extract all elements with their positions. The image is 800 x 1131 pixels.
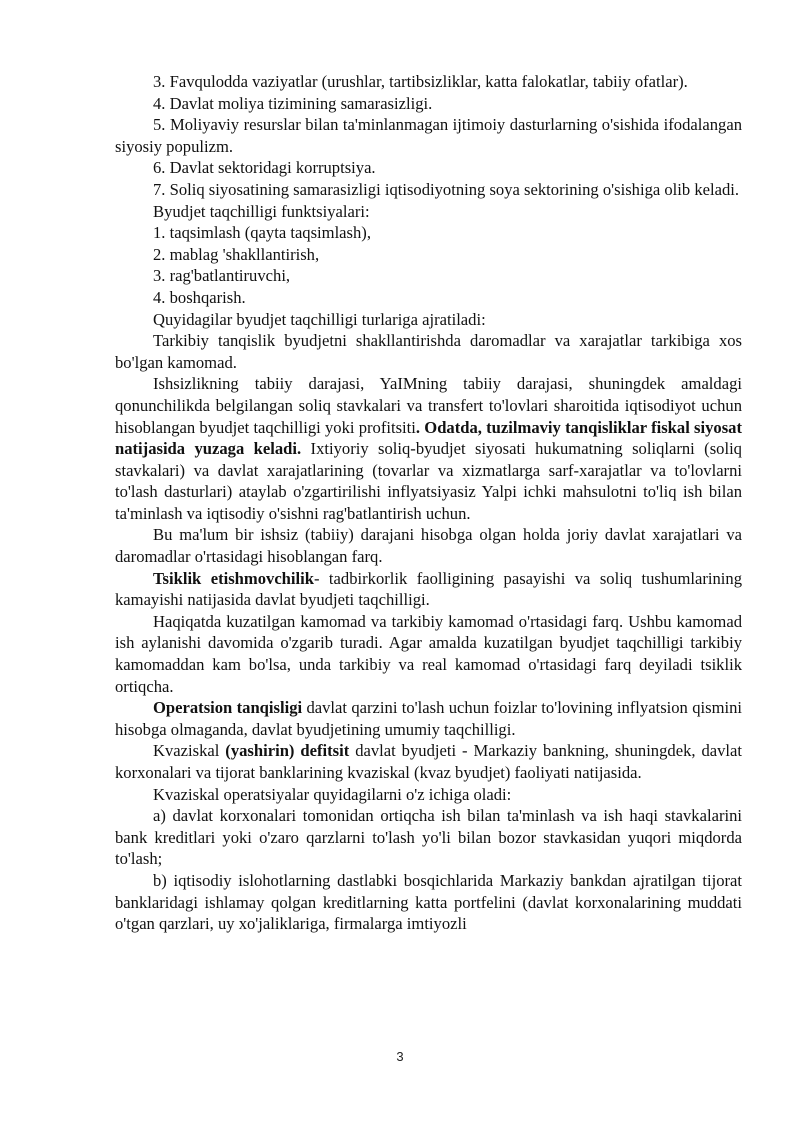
text-run: Bu ma'lum bir ishsiz (tabiiy) darajani hisobga olgan holda joriy davlat xarajatlari va daromadlar o'rtasidagi hisoblangan farq.: [115, 525, 742, 567]
text-run: Ixtiyoriy soliq-byudjet siyosati hukumatning soliqlarni (soliq stavkalari) va davlat xarajatlarining (tovarlar va xizmatlarga sarf-xarajatlar va to'lovlarni to'lash dasturlari) ataylab o'zgartirilishi inflyatsiyasiz Yalpi ichki mahsulotni to'liq ish bilan ta'minlash va iqtisodiy o'sishni rag'batlantirish uchun.: [115, 439, 742, 523]
text-run: 6. Davlat sektoridagi korruptsiya.: [153, 158, 376, 178]
paragraph: [115, 201, 742, 223]
paragraph: [115, 71, 742, 93]
text-run: davlat qarzini to'lash uchun foizlar to'lovining inflyatsion qismini hisobga olmaganda, davlat byudjetining umumiy taqchilligi.: [115, 698, 742, 739]
text-run: 5. Moliyaviy resurslar bilan ta'minlanmagan ijtimoiy dasturlarning o'sishida ifodalangan siyosiy populizm.: [115, 115, 742, 156]
paragraph: [115, 524, 742, 567]
text-run: 3. Favqulodda vaziyatlar (urushlar, tartibsizliklar, katta falokatlar, tabiiy ofatlar).: [153, 72, 688, 91]
bold-text: Operatsion tanqisligi: [153, 698, 303, 718]
text-run: Ishsizlikning tabiiy darajasi, YaIMning tabiiy darajasi, shuningdek amaldagi qonunchilikda belgilangan soliq stavkalari va transfert to'lovlari sharoitida iqtisodiyot uchun hisoblangan byudjet taqchilligi yoki profitsiti: [115, 374, 742, 437]
text-run: Kvaziskal operatsiyalar quyidagilarni o'z ichiga oladi:: [153, 784, 512, 804]
text-run: a) davlat korxonalari tomonidan ortiqcha ish bilan ta'minlash va ish haqi stavkalarini bank kreditlari yoki o'zaro qarzlarni to'lash yo'li bilan bozor stavkasidan yuqori miqdorda to'lash;: [115, 806, 742, 869]
text-run: 4. Davlat moliya tizimining samarasizligi.: [153, 93, 433, 113]
paragraph: [115, 93, 742, 115]
paragraph: [115, 373, 742, 524]
paragraph: [115, 697, 742, 740]
paragraph: [115, 330, 742, 373]
text-run: Byudjet taqchilligi funktsiyalari:: [153, 201, 370, 221]
paragraph: [115, 244, 742, 266]
bold-text: Tsiklik etishmovchilik: [153, 568, 314, 588]
paragraph: [115, 179, 742, 201]
paragraph: [115, 611, 742, 697]
paragraph: [115, 287, 742, 309]
text-run: Tarkibiy tanqislik byudjetni shakllantirishda daromadlar va xarajatlar tarkibiga xos bo'lgan kamomad.: [115, 331, 742, 372]
text-run: Haqiqatda kuzatilgan kamomad va tarkibiy kamomad o'rtasidagi farq. Ushbu kamomad ish aylanishi davomida o'zgarib turadi. Agar amalda kuzatilgan byudjet taqchilligi tarkibiy kamomaddan kam bo'lsa, unda tarkibiy va real kamomad o'rtasidagi farq deyiladi tsiklik ortiqcha.: [115, 611, 742, 696]
paragraph: [115, 157, 742, 179]
paragraph: [115, 784, 742, 806]
paragraph: [115, 114, 742, 157]
document-body: [115, 71, 742, 935]
text-run: 2. mablag 'shakllantirish,: [153, 244, 320, 264]
paragraph: [115, 870, 742, 935]
paragraph: [115, 222, 742, 244]
bold-text: (yashirin) defitsit: [225, 741, 350, 761]
paragraph: [115, 309, 742, 331]
text-run: 7. Soliq siyosatining samarasizligi iqtisodiyotning soya sektorining o'sishiga olib keladi.: [153, 179, 740, 199]
paragraph: [115, 265, 742, 287]
paragraph: [115, 568, 742, 611]
text-run: b) iqtisodiy islohotlarning dastlabki bosqichlarida Markaziy bankdan ajratilgan tijorat banklaridagi ishlamay qolgan kreditlarning katta portfelini (davlat korxonalarining muddati o'tgan qarzlari, uy xo'jaliklariga, firmalarga imtiyozli: [115, 870, 742, 934]
text-run: Kvaziskal: [153, 741, 226, 761]
page-number: 3: [396, 1049, 404, 1064]
text-run: davlat byudjeti - Markaziy bankning, shuningdek, davlat korxonalari va tijorat banklarining kvaziskal (kvaz byudjet) faoliyati natijasida.: [115, 741, 742, 782]
text-run: 1. taqsimlash (qayta taqsimlash),: [153, 223, 371, 243]
text-run: 4. boshqarish.: [153, 287, 246, 307]
text-run: 3. rag'batlantiruvchi,: [153, 266, 291, 286]
paragraph: [115, 740, 742, 783]
paragraph: [115, 805, 742, 870]
text-run: - tadbirkorlik faolligining pasayishi va soliq tushumlarining kamayishi natijasida davlat byudjeti taqchilligi.: [115, 568, 742, 610]
text-run: Quyidagilar byudjet taqchilligi turlariga ajratiladi:: [153, 309, 486, 329]
bold-text: . Odatda, tuzilmaviy tanqisliklar fiskal siyosat natijasida yuzaga keladi.: [115, 417, 742, 459]
